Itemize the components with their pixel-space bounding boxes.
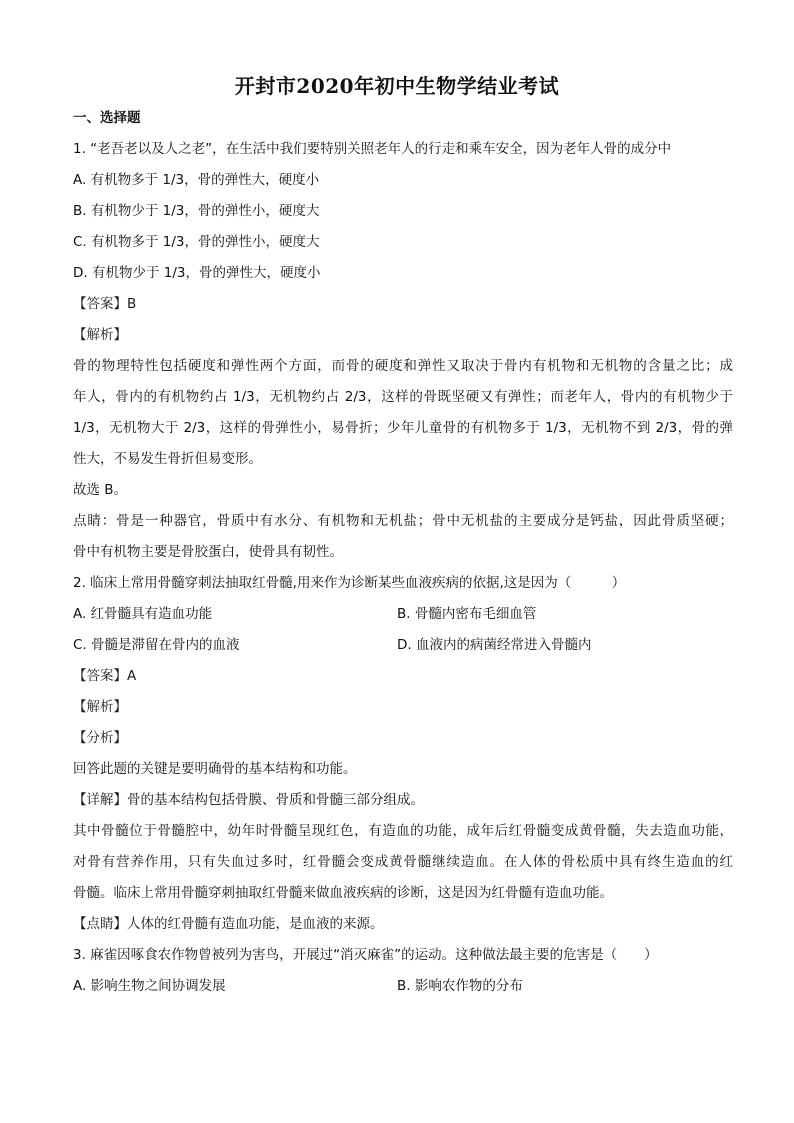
q1-note-line: 骨中有机物主要是骨胶蛋白，使骨具有韧性。 xyxy=(73,544,343,560)
q1-note-line: 点睛：骨是一种器官，骨质中有水分、有机物和无机盐；骨中无机盐的主要成分是钙盐，因此骨质坚硬； xyxy=(73,513,733,529)
q3-option-b: B. 影响农作物的分布 xyxy=(397,978,523,994)
q3-stem: 3. 麻雀因啄食农作物曾被列为害鸟，开展过“消灭麻雀”的运动。这种做法最主要的危害是（ ） xyxy=(73,947,658,963)
q1-option-a: A. 有机物多于 1/3，骨的弹性大，硬度小 xyxy=(73,172,320,188)
q1-analysis-line: 骨的物理特性包括硬度和弹性两个方面，而骨的硬度和弹性又取决于骨内有机物和无机物的含量之比；成 xyxy=(73,358,733,374)
q1-option-d: D. 有机物少于 1/3，骨的弹性大，硬度小 xyxy=(73,265,321,281)
q1-analysis-line: 1/3，无机物大于 2/3，这样的骨弹性小，易骨折；少年儿童骨的有机物多于 1/3，无机物不到 2/3，骨的弹 xyxy=(73,420,733,436)
q2-detail-text: 对骨有营养作用，只有失血过多时，红骨髓会变成黄骨髓继续造血。在人体的骨松质中具有终生造血的红 xyxy=(73,854,733,870)
section-heading: 一、选择题 xyxy=(73,110,141,126)
q2-option-b: B. 骨髓内密布毛细血管 xyxy=(397,606,537,622)
q2-detail-line: 【详解】骨的基本结构包括骨膜、骨质和骨髓三部分组成。 xyxy=(73,792,424,808)
q1-answer: 【答案】B xyxy=(73,296,137,312)
q2-analysis-label: 【解析】 xyxy=(73,699,127,715)
q2-option-a: A. 红骨髓具有造血功能 xyxy=(73,606,213,622)
q2-detail-text: 其中骨髓位于骨髓腔中，幼年时骨髓呈现红色，有造血的功能，成年后红骨髓变成黄骨髓，失去造血功能， xyxy=(73,823,733,839)
q2-option-d: D. 血液内的病菌经常进入骨髓内 xyxy=(397,637,592,653)
q2-fenxi-text: 回答此题的关键是要明确骨的基本结构和功能。 xyxy=(73,761,357,777)
q2-stem: 2. 临床上常用骨髓穿刺法抽取红骨髓,用来作为诊断某些血液疾病的依据,这是因为（ ） xyxy=(73,575,626,591)
q1-conclusion: 故选 B。 xyxy=(73,482,128,498)
q2-answer: 【答案】A xyxy=(73,668,137,684)
q1-option-c: C. 有机物多于 1/3，骨的弹性小，硬度大 xyxy=(73,234,320,250)
q1-stem: 1. “老吾老以及人之老”，在生活中我们要特别关照老年人的行走和乘车安全，因为老年人骨的成分中 xyxy=(73,141,672,157)
q2-option-c: C. 骨髓是滞留在骨内的血液 xyxy=(73,637,240,653)
q2-detail-text: 骨髓。临床上常用骨髓穿刺抽取红骨髓来做血液疾病的诊断，这是因为红骨髓有造血功能。 xyxy=(73,885,613,901)
q2-note: 【点睛】人体的红骨髓有造血功能，是血液的来源。 xyxy=(73,916,384,932)
q2-fenxi-label: 【分析】 xyxy=(73,730,127,746)
q1-option-b: B. 有机物少于 1/3，骨的弹性小，硬度大 xyxy=(73,203,320,219)
q1-analysis-line: 性大，不易发生骨折但易变形。 xyxy=(73,451,262,467)
q3-option-a: A. 影响生物之间协调发展 xyxy=(73,978,226,994)
page-title: 开封市2020年初中生物学结业考试 xyxy=(234,74,560,98)
q1-analysis-line: 年人，骨内的有机物约占 1/3，无机物约占 2/3，这样的骨既坚硬又有弹性；而老年人，骨内的有机物少于 xyxy=(73,389,733,405)
q1-analysis-label: 【解析】 xyxy=(73,327,127,343)
